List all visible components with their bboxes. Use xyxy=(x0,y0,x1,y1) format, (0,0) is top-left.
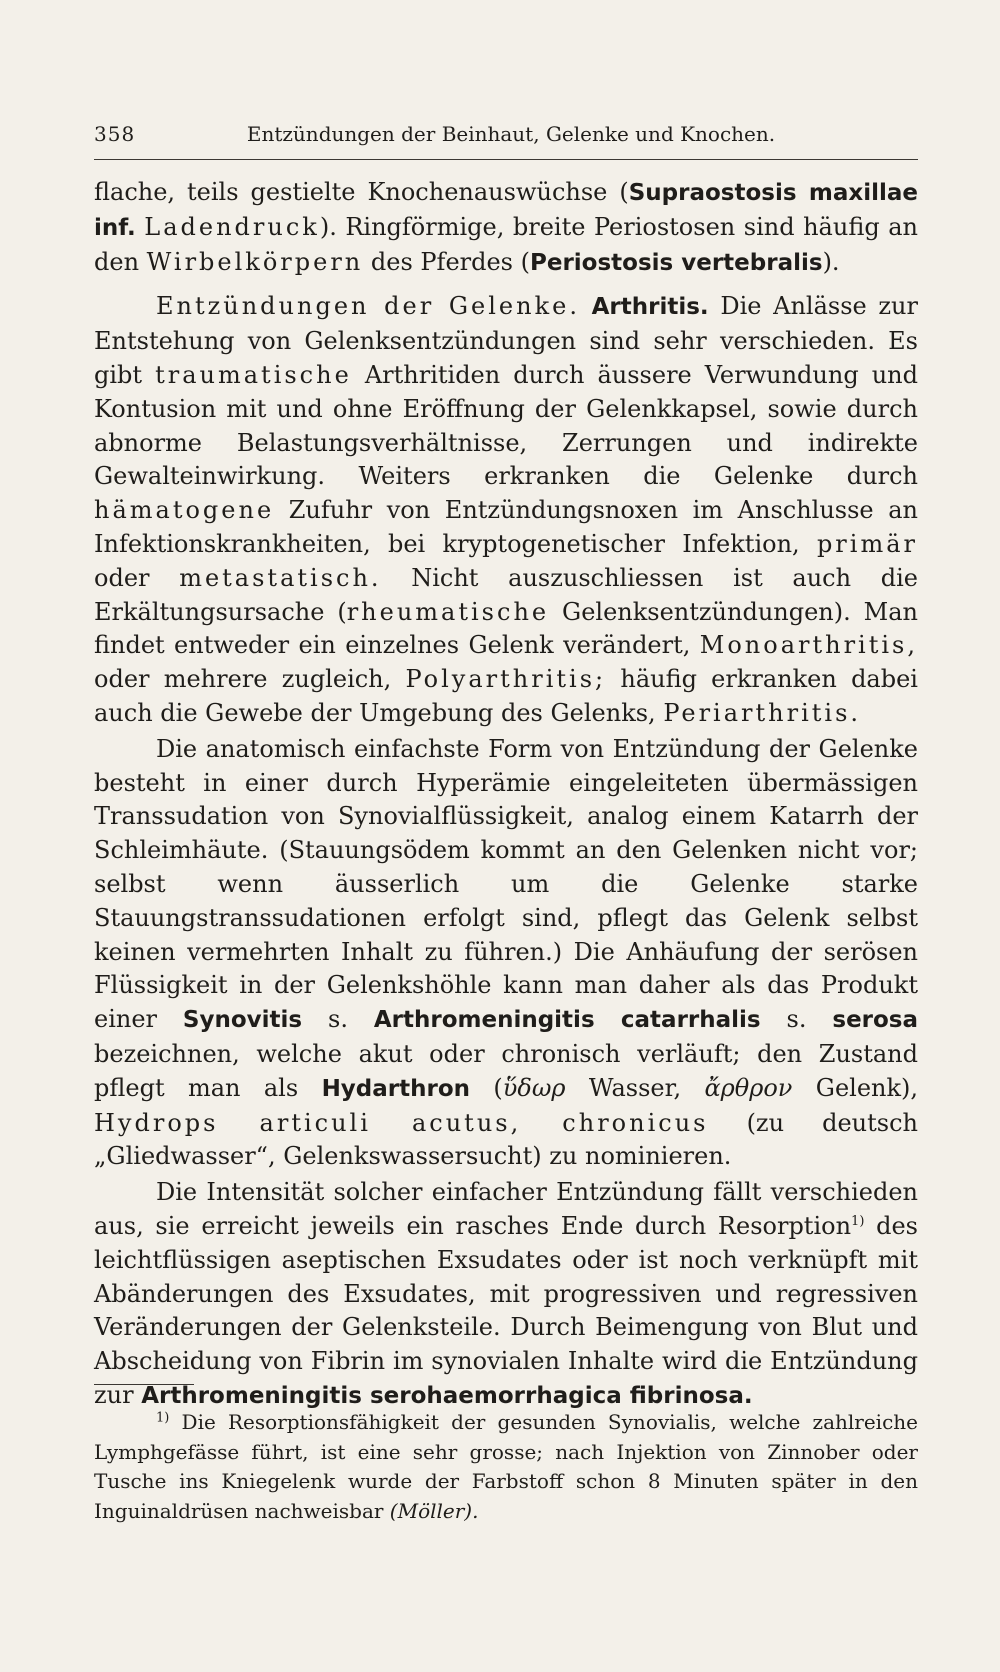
term-bold: Hydarthron xyxy=(321,1075,471,1102)
footnote-mark: 1) xyxy=(156,1410,170,1426)
text-span: (zu deutsch „Gliedwasser“, Gelenkswassersucht) zu nominieren. xyxy=(94,1108,918,1171)
term-spaced: rheumatische xyxy=(346,597,550,626)
term-bold: Periostosis vertebralis xyxy=(530,249,823,276)
text-span: des leichtflüssigen aseptischen Exsudates oder ist noch verknüpft mit Abänderungen des Exsudates, mit progressiven und regressiven Veränderungen der Gelenksteile. Durch Beimengung von Blut und Abscheidung von Fibrin im synovialen Inhalte wird die Entzündung zur xyxy=(94,1211,918,1409)
term-bold: serosa xyxy=(832,1007,919,1034)
page-header xyxy=(94,122,918,146)
term-bold: Arthromeningitis catarrhalis xyxy=(373,1007,761,1034)
term-spaced: metastatisch. xyxy=(179,563,382,592)
term-spaced: hämatogene xyxy=(94,496,275,525)
footnote-rule xyxy=(94,1384,194,1385)
header-rule xyxy=(94,159,918,160)
text-span: Nicht auszuschliessen ist auch die Erkältungsursache ( xyxy=(94,563,918,626)
page-number: 358 xyxy=(94,122,136,146)
text-span: Gelenk), xyxy=(792,1073,919,1102)
term-spaced: Polyarthritis; xyxy=(405,665,607,694)
term-bold: Supraostosis maxillae inf. xyxy=(94,180,918,241)
term-spaced: traumatische xyxy=(155,360,352,389)
text-span: s. xyxy=(760,1005,833,1034)
text-span: ). Ringförmige, breite Periostosen sind häufig an den xyxy=(94,212,918,276)
paragraph-4 xyxy=(94,1176,918,1414)
text-span: ). xyxy=(822,247,840,276)
term-spaced: Hydrops articuli acutus, chronicus xyxy=(94,1108,709,1137)
section-heading-spaced: Entzündungen der Gelenke. xyxy=(156,292,580,321)
running-head: Entzündungen der Beinhaut, Gelenke und Knochen. xyxy=(246,122,776,146)
text-span: Die Resorptionsfähigkeit der gesunden Synovialis, welche zahlreiche Lymphgefässe führt, ist eine sehr grosse; nach Injektion von Zinnober oder Tusche ins Kniegelenk wurde der Farbstoff schon 8 Minuten später in den Inguinaldrüsen nachweisbar xyxy=(94,1410,918,1523)
text-span: s. xyxy=(302,1005,374,1034)
text-span: flache, teils gestielte Knochenauswüchse ( xyxy=(94,178,629,206)
text-span xyxy=(580,292,592,320)
term-spaced: Monoarthritis, xyxy=(699,631,918,660)
section-heading-bold: Arthritis. xyxy=(591,294,709,321)
text-span xyxy=(136,213,145,241)
text-span: Die Anlässe zur Entstehung von Gelenksentzündungen sind sehr verschieden. Es gibt xyxy=(94,292,918,389)
text-span: Die anatomisch einfachste Form von Entzündung der Gelenke besteht in einer durch Hyperämie eingeleiteten übermässigen Transsudation von Synovialflüssigkeit, analog einem Katarrh der Schleimhäute. (Stauungsödem kommt an den Gelenken nicht vor; selbst wenn äusserlich um die Gelenke starke Stauungstranssudationen erfolgt sind, pflegt das Gelenk selbst keinen vermehrten Inhalt zu führen.) Die Anhäufung der serösen Flüssigkeit in der Gelenkshöhle kann man daher als das Produkt einer xyxy=(94,734,918,1034)
footnote-citation: (Möller). xyxy=(389,1498,479,1523)
footnote-reference[interactable]: 1) xyxy=(851,1213,865,1229)
text-span: Gelenksentzündungen). Man findet entweder ein einzelnes Gelenk verändert, xyxy=(94,597,919,660)
paragraph-1 xyxy=(94,176,918,280)
text-span: bezeichnen, welche akut oder chronisch verläuft; den Zustand pflegt man als xyxy=(94,1039,918,1102)
term-bold: Arthromeningitis serohaemorrhagica fibrinosa. xyxy=(141,1382,753,1409)
paragraph-3 xyxy=(94,733,918,1174)
text-span: häufig erkranken dabei auch die Gewebe der Umgebung des Gelenks, xyxy=(94,665,918,727)
greek-word: ὕδωρ xyxy=(502,1073,566,1102)
term-spaced: Wirbelkörpern xyxy=(146,247,364,276)
greek-word: ἄρθρον xyxy=(704,1073,793,1102)
term-spaced: primär xyxy=(816,529,918,558)
paragraph-2 xyxy=(94,290,918,730)
text-span: Arthritiden durch äussere Verwundung und Kontusion mit und ohne Eröffnung der Gelenkkapsel, sowie durch abnorme Belastungsverhältnisse, Zerrungen und indirekte Gewalteinwirkung. Weiters erkranken die Gelenke durch xyxy=(94,360,918,491)
footnote-text xyxy=(94,1408,918,1526)
term-spaced: Ladendruck xyxy=(144,212,320,241)
body-text xyxy=(94,176,918,1414)
text-span: oder xyxy=(94,563,180,592)
footnote xyxy=(94,1408,918,1526)
term-bold: Synovitis xyxy=(182,1007,303,1034)
term-spaced: Periarthritis. xyxy=(663,698,862,727)
text-span: des Pferdes ( xyxy=(363,247,530,276)
text-span: Wasser, xyxy=(565,1073,705,1102)
text-span: oder mehrere zugleich, xyxy=(94,665,406,694)
text-span: Die Intensität solcher einfacher Entzündung fällt verschieden aus, sie erreicht jeweils ein rasches Ende durch Resorption xyxy=(94,1178,918,1240)
text-span: Zufuhr von Entzündungsnoxen im Anschlusse an Infektionskrankheiten, bei kryptogenetischer Infektion, xyxy=(94,496,918,558)
text-span: ( xyxy=(470,1073,503,1102)
